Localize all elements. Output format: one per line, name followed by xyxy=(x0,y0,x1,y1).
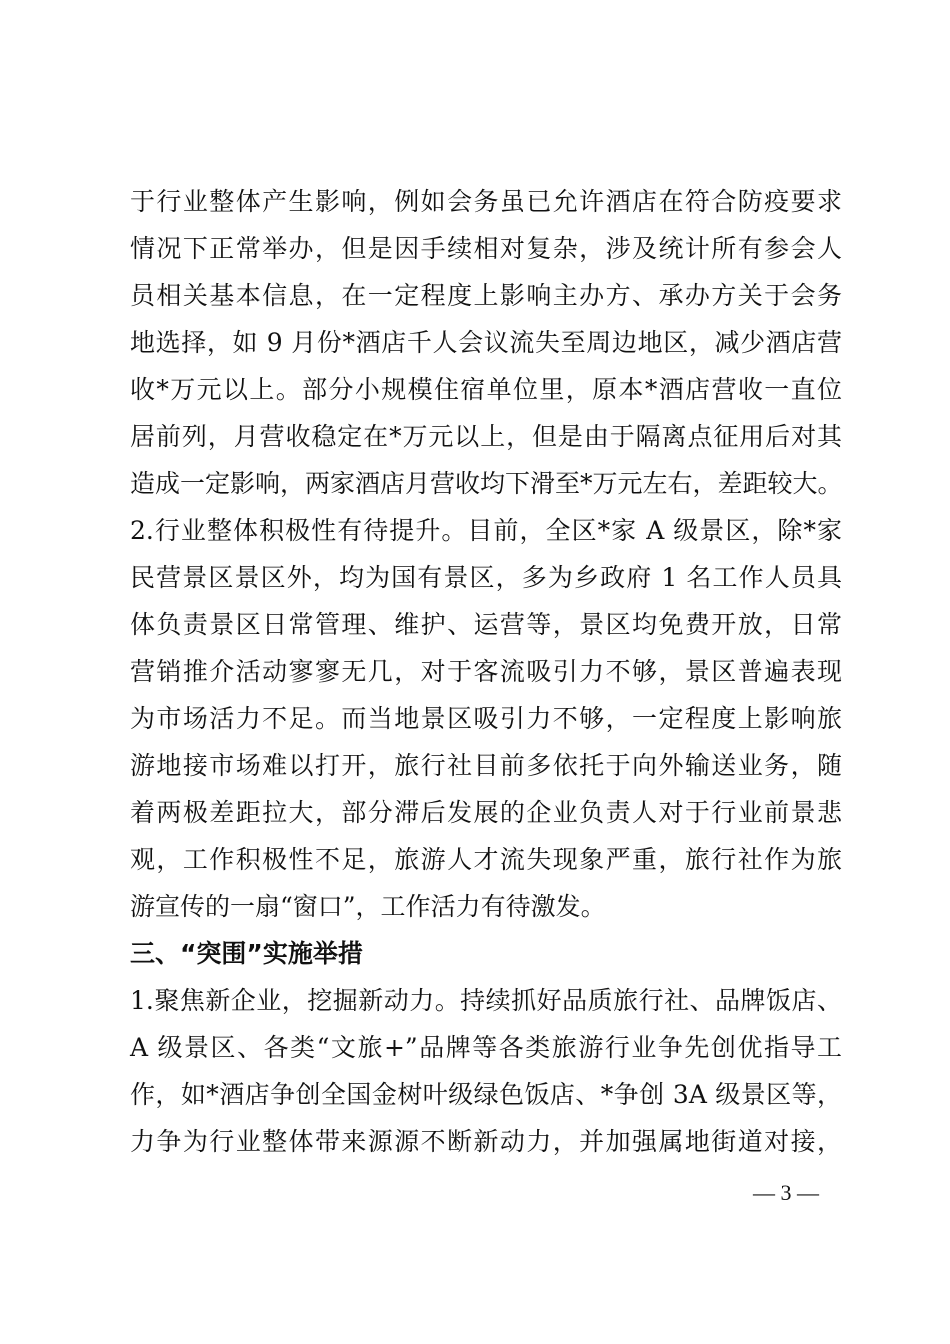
page-number: — 3 — xyxy=(753,1180,819,1205)
text-line: 游宣传的一扇“窗口”，工作活力有待激发。 xyxy=(130,892,606,921)
text-line: 员相关基本信息，在一定程度上影响主办方、承办方关于会务 xyxy=(130,281,842,310)
text-line: 造成一定影响，两家酒店月营收均下滑至*万元左右，差距较大。 xyxy=(130,469,843,498)
text-line: 力争为行业整体带来源源不断新动力，并加强属地街道对接， xyxy=(130,1127,842,1156)
text-line: 游地接市场难以打开，旅行社目前多依托于向外输送业务，随 xyxy=(130,751,842,780)
section-heading: 三、“突围”实施举措 xyxy=(130,939,363,968)
text-line: 收*万元以上。部分小规模住宿单位里，原本*酒店营收一直位 xyxy=(130,375,842,404)
text-line: 情况下正常举办，但是因手续相对复杂，涉及统计所有参会人 xyxy=(130,234,842,263)
text-line: 为市场活力不足。而当地景区吸引力不够，一定程度上影响旅 xyxy=(130,704,842,733)
text-line: 体负责景区日常管理、维护、运营等，景区均免费开放，日常 xyxy=(130,610,842,639)
text-line: 作，如*酒店争创全国金树叶级绿色饭店、*争创 3A 级景区等， xyxy=(130,1080,842,1109)
text-line: 着两极差距拉大，部分滞后发展的企业负责人对于行业前景悲 xyxy=(130,798,842,827)
text-line: 于行业整体产生影响，例如会务虽已允许酒店在符合防疫要求 xyxy=(130,187,842,216)
document-body xyxy=(130,178,842,1165)
text-line: 观，工作积极性不足，旅游人才流失现象严重，旅行社作为旅 xyxy=(130,845,842,874)
text-line: 民营景区景区外，均为国有景区，多为乡政府 1 名工作人员具 xyxy=(130,563,842,592)
text-line: 营销推介活动寥寥无几，对于客流吸引力不够，景区普遍表现 xyxy=(130,657,842,686)
text-line: A 级景区、各类“文旅+”品牌等各类旅游行业争先创优指导工 xyxy=(130,1033,842,1062)
text-line: 居前列，月营收稳定在*万元以上，但是由于隔离点征用后对其 xyxy=(130,422,842,451)
text-line: 2.行业整体积极性有待提升。目前，全区*家 A 级景区，除*家 xyxy=(130,516,842,545)
text-line: 地选择，如 9 月份*酒店千人会议流失至周边地区，减少酒店营 xyxy=(130,328,842,357)
text-line: 1.聚焦新企业，挖掘新动力。持续抓好品质旅行社、品牌饭店、 xyxy=(130,986,842,1015)
